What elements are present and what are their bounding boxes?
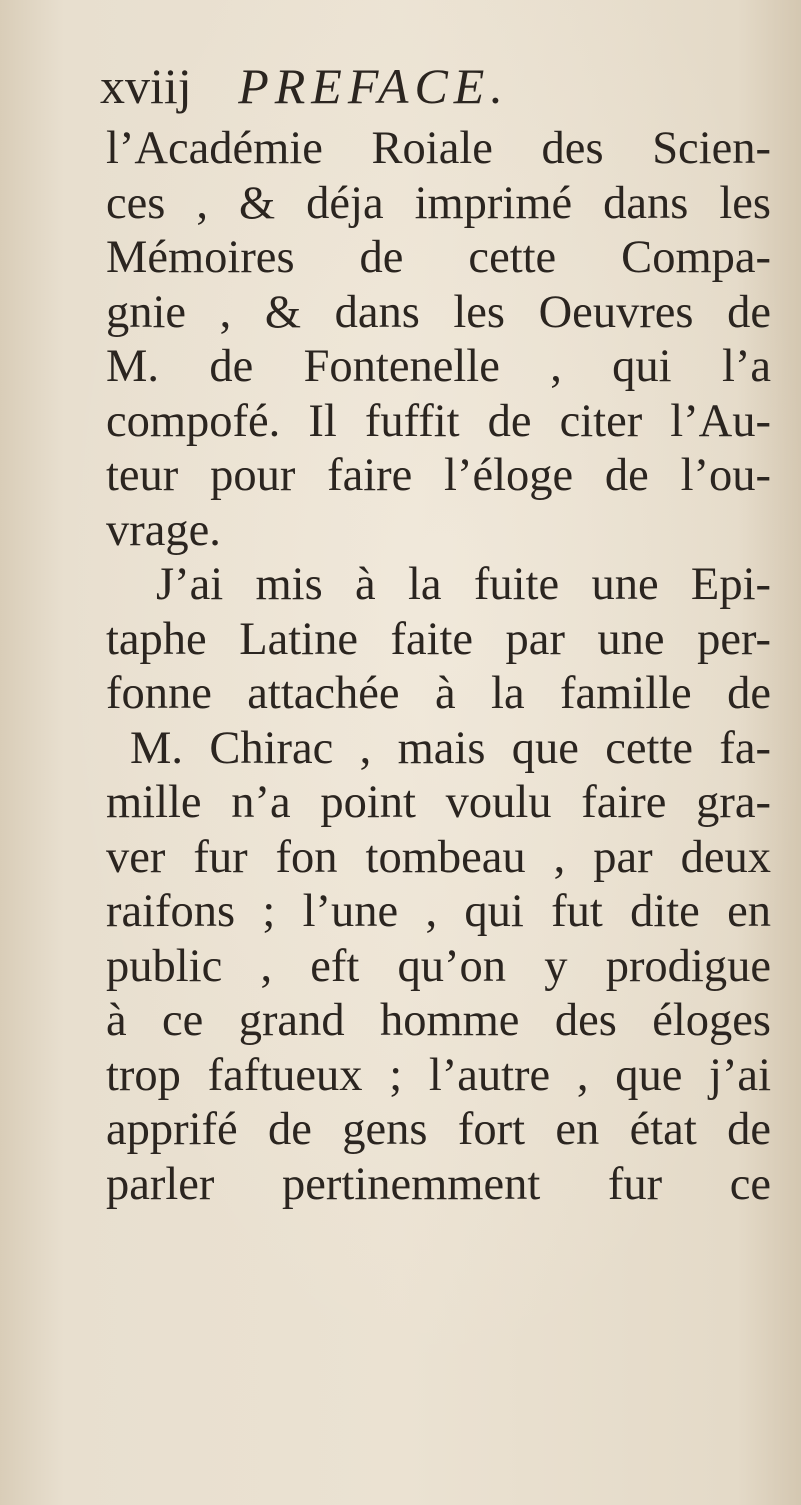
text-line: Mémoires de cette Compa-	[106, 232, 771, 283]
text-line: M. de Fontenelle , qui l’a	[106, 341, 771, 392]
text-line: M. Chirac , mais que cette fa-	[130, 722, 771, 774]
text-line: à ce grand homme des éloges	[106, 995, 771, 1046]
text-line: l’Académie Roiale des Scien-	[106, 123, 771, 174]
text-line: vrage.	[106, 504, 221, 556]
text-line: parler pertinemment fur ce	[106, 1158, 771, 1210]
text-line: taphe Latine faite par une per-	[106, 613, 771, 665]
text-line: fonne attachée à la famille de	[106, 668, 771, 719]
text-line: gnie , & dans les Oeuvres de	[106, 286, 771, 338]
text-line: ces , & déja imprimé dans les	[106, 177, 771, 229]
text-line: trop faftueux ; l’autre , que j’ai	[106, 1049, 771, 1101]
text-line: compofé. Il fuffit de citer l’Au-	[106, 395, 771, 447]
text-line: teur pour faire l’éloge de l’ou-	[106, 450, 771, 501]
text-line: public , eft qu’on y prodigue	[106, 940, 771, 992]
page-header	[100, 56, 509, 116]
text-line: mille n’a point voulu faire gra-	[106, 777, 771, 828]
running-title: PREFACE.	[238, 58, 509, 114]
text-line: ver fur fon tombeau , par deux	[106, 831, 771, 883]
page-number: xviij	[100, 58, 192, 114]
text-line: J’ai mis à la fuite une Epi-	[156, 559, 771, 610]
text-line: apprifé de gens fort en état de	[106, 1104, 771, 1155]
text-line: raifons ; l’une , qui fut dite en	[106, 886, 771, 937]
body-text	[106, 122, 771, 1212]
